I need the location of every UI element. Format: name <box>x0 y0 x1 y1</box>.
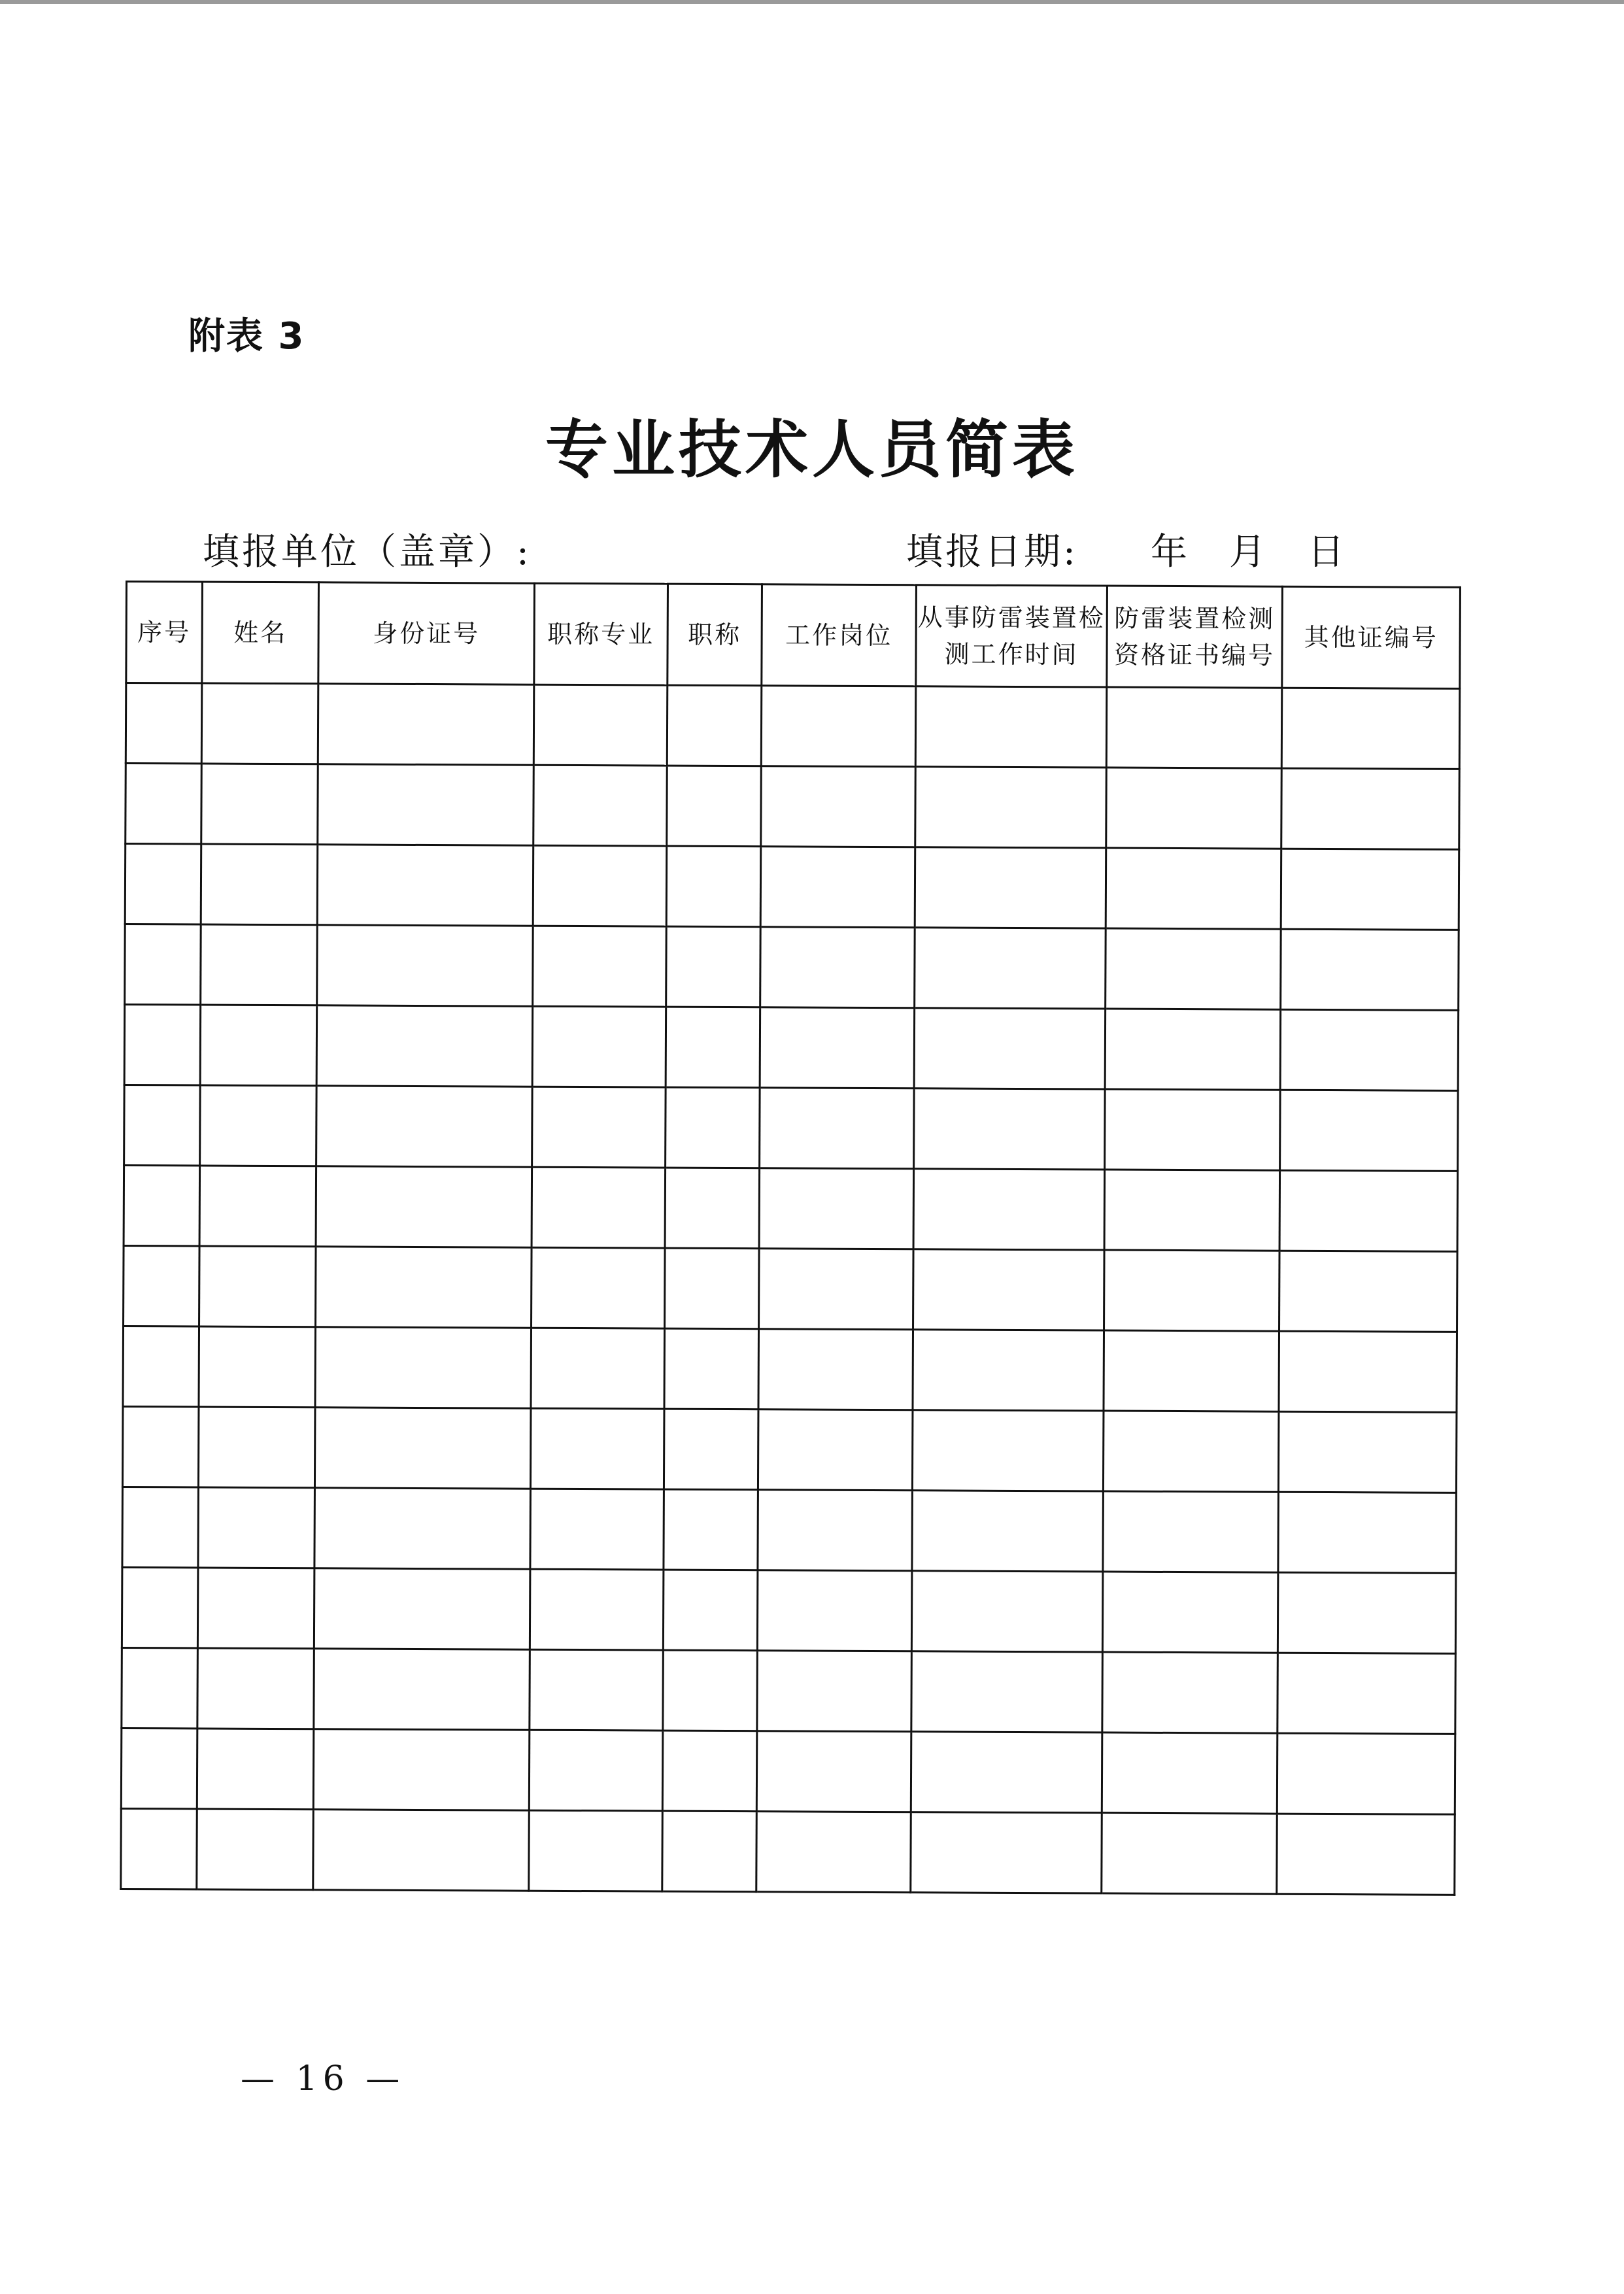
table-cell <box>529 1730 663 1811</box>
table-cell <box>1104 1330 1279 1411</box>
table-cell <box>760 1007 915 1088</box>
table-row <box>126 683 1460 769</box>
personnel-table <box>120 581 1461 1896</box>
table-cell <box>760 927 915 1008</box>
header-serial-no: 序号 <box>126 582 203 684</box>
table-cell <box>758 1409 913 1491</box>
table-cell <box>531 1328 665 1409</box>
table-cell <box>315 1327 532 1408</box>
table-cell <box>530 1408 664 1489</box>
table-row <box>123 1326 1457 1412</box>
table-cell <box>125 924 201 1005</box>
fill-date-label: 填报日期: <box>906 531 1078 573</box>
table-cell <box>124 1245 200 1326</box>
table-cell <box>314 1568 530 1649</box>
table-cell <box>200 1005 317 1086</box>
table-cell <box>913 1330 1104 1411</box>
attachment-label: 附表 3 <box>188 315 305 358</box>
table-row <box>124 1245 1458 1332</box>
table-cell <box>911 1571 1103 1652</box>
table-cell <box>198 1487 315 1568</box>
table-cell <box>1277 1572 1456 1653</box>
table-cell <box>915 767 1107 848</box>
fill-unit-label: 填报单位（盖章）: <box>203 531 532 573</box>
table-cell <box>667 685 762 766</box>
header-cert-number: 防雷装置检测资格证书编号 <box>1107 586 1283 688</box>
table-cell <box>1278 1411 1457 1493</box>
table-cell <box>1278 1492 1457 1573</box>
table-cell <box>666 846 761 927</box>
scan-edge <box>0 0 1624 4</box>
table-cell <box>316 1166 532 1247</box>
table-cell <box>1277 1813 1455 1895</box>
table-cell <box>914 1008 1106 1089</box>
table-cell <box>1102 1732 1277 1813</box>
table-cell <box>1102 1652 1278 1733</box>
table-cell <box>313 1810 530 1891</box>
table-cell <box>761 686 916 767</box>
table-row <box>121 1728 1455 1814</box>
table-cell <box>313 1729 530 1810</box>
table-cell <box>201 764 318 845</box>
table-cell <box>662 1730 757 1812</box>
table-cell <box>199 1166 316 1247</box>
header-id-number: 身份证号 <box>318 582 535 684</box>
date-month: 月 <box>1229 531 1266 573</box>
table-cell <box>533 926 667 1007</box>
table-cell <box>533 684 668 766</box>
table-cell <box>1104 1170 1280 1251</box>
table-cell <box>911 1651 1103 1732</box>
table-cell <box>915 928 1106 1009</box>
table-row <box>124 1005 1459 1091</box>
table-cell <box>912 1410 1104 1491</box>
table-row <box>125 924 1459 1011</box>
table-cell <box>1102 1813 1277 1894</box>
table-cell <box>757 1570 912 1651</box>
table-cell <box>199 1246 316 1327</box>
table-cell <box>1279 1251 1458 1332</box>
table-cell <box>1281 688 1460 769</box>
table-cell <box>530 1489 664 1570</box>
table-cell <box>1279 1170 1458 1251</box>
table-cell <box>122 1487 199 1568</box>
table-cell <box>665 1248 760 1329</box>
table-cell <box>663 1650 758 1731</box>
table-cell <box>197 1648 314 1729</box>
table-cell <box>533 845 667 926</box>
table-cell <box>1106 928 1281 1009</box>
table-row <box>124 1165 1458 1251</box>
table-cell <box>1104 1250 1280 1331</box>
table-cell <box>664 1409 758 1490</box>
table-cell <box>314 1649 530 1730</box>
table-cell <box>1105 1089 1281 1170</box>
table-cell <box>666 1087 760 1168</box>
table-cell <box>200 1085 317 1166</box>
table-cell <box>1103 1491 1279 1572</box>
table-cell <box>316 1247 532 1328</box>
table-cell <box>317 925 533 1006</box>
table-cell <box>197 1729 314 1810</box>
table-cell <box>1281 929 1459 1010</box>
table-cell <box>198 1407 315 1488</box>
table-cell <box>1102 1572 1278 1653</box>
table-row <box>126 764 1460 850</box>
table-cell <box>530 1649 664 1730</box>
table-header-row <box>126 582 1461 689</box>
table-cell <box>759 1168 914 1249</box>
table-cell <box>532 1167 666 1248</box>
table-cell <box>121 1728 197 1809</box>
document-title: 专业技术人员简表 <box>545 413 1079 486</box>
table-cell <box>318 684 534 765</box>
table-cell <box>122 1647 198 1729</box>
table-cell <box>911 1812 1102 1893</box>
table-cell <box>913 1249 1105 1330</box>
table-cell <box>664 1489 758 1570</box>
header-other-cert-number: 其他证编号 <box>1282 586 1461 688</box>
table-cell <box>1280 1009 1459 1090</box>
table-cell <box>666 1007 760 1088</box>
table-cell <box>1106 848 1281 929</box>
table-cell <box>126 683 202 764</box>
table-cell <box>122 1567 198 1648</box>
table-cell <box>913 1169 1105 1250</box>
table-cell <box>915 847 1106 928</box>
header-title: 职称 <box>668 584 762 686</box>
table-cell <box>197 1809 314 1890</box>
table-cell <box>124 1165 200 1246</box>
header-name: 姓名 <box>202 582 319 684</box>
table-cell <box>1281 768 1460 849</box>
table-cell <box>201 924 318 1005</box>
table-cell <box>122 1406 199 1487</box>
table-row <box>122 1487 1457 1573</box>
table-cell <box>314 1408 531 1489</box>
table-cell <box>316 1086 533 1167</box>
table-cell <box>1277 1653 1456 1734</box>
table-body <box>121 683 1460 1895</box>
table-cell <box>1105 1009 1281 1090</box>
table-cell <box>756 1812 911 1893</box>
table-cell <box>666 926 761 1007</box>
table-cell <box>533 765 668 846</box>
table-cell <box>1280 1090 1459 1171</box>
table-cell <box>663 1570 758 1651</box>
table-cell <box>1103 1411 1279 1492</box>
table-cell <box>914 1088 1106 1170</box>
table-cell <box>915 686 1107 767</box>
table-cell <box>317 845 533 926</box>
table-cell <box>757 1651 912 1732</box>
table-cell <box>121 1808 197 1889</box>
table-cell <box>758 1329 913 1410</box>
table-cell <box>1106 767 1282 849</box>
table-row <box>122 1647 1456 1734</box>
table-cell <box>1277 1733 1455 1814</box>
table-cell <box>123 1326 199 1407</box>
table-cell <box>125 844 201 925</box>
table-cell <box>1281 849 1459 930</box>
date-year: 年 <box>1151 531 1187 573</box>
table-cell <box>532 1247 666 1328</box>
table-cell <box>1106 687 1282 768</box>
table-cell <box>532 1087 666 1168</box>
table-cell <box>197 1568 314 1649</box>
table-cell <box>759 1249 914 1330</box>
table-cell <box>912 1491 1104 1572</box>
table-cell <box>667 766 762 847</box>
table-cell <box>758 1490 913 1571</box>
table-cell <box>530 1569 664 1650</box>
date-day: 日 <box>1308 531 1344 573</box>
table-row <box>125 844 1459 930</box>
table-cell <box>318 764 534 845</box>
page-number: — 16 — <box>241 2059 405 2099</box>
header-work-duration: 从事防雷装置检测工作时间 <box>916 585 1108 687</box>
table-row <box>122 1406 1457 1493</box>
header-position: 工作岗位 <box>762 584 917 686</box>
table-cell <box>760 847 915 928</box>
date-parts <box>1151 523 1386 575</box>
table-cell <box>529 1810 663 1891</box>
table-row <box>124 1085 1459 1171</box>
table-cell <box>199 1326 316 1408</box>
table-cell <box>124 1085 201 1166</box>
table-cell <box>201 844 318 925</box>
table-cell <box>662 1811 757 1892</box>
table-cell <box>126 764 202 845</box>
table-cell <box>201 683 318 764</box>
table-cell <box>532 1006 666 1087</box>
table-cell <box>124 1005 201 1086</box>
table-cell <box>664 1328 759 1409</box>
table-cell <box>316 1005 533 1087</box>
table-cell <box>760 1088 915 1169</box>
table-cell <box>911 1732 1102 1813</box>
table-cell <box>665 1168 760 1249</box>
table-cell <box>314 1488 531 1569</box>
table-row <box>122 1567 1456 1653</box>
header-title-specialty: 职称专业 <box>534 583 668 685</box>
table-cell <box>761 766 916 847</box>
table-cell <box>756 1731 911 1812</box>
table-cell <box>1279 1331 1457 1412</box>
table-row <box>121 1808 1455 1895</box>
